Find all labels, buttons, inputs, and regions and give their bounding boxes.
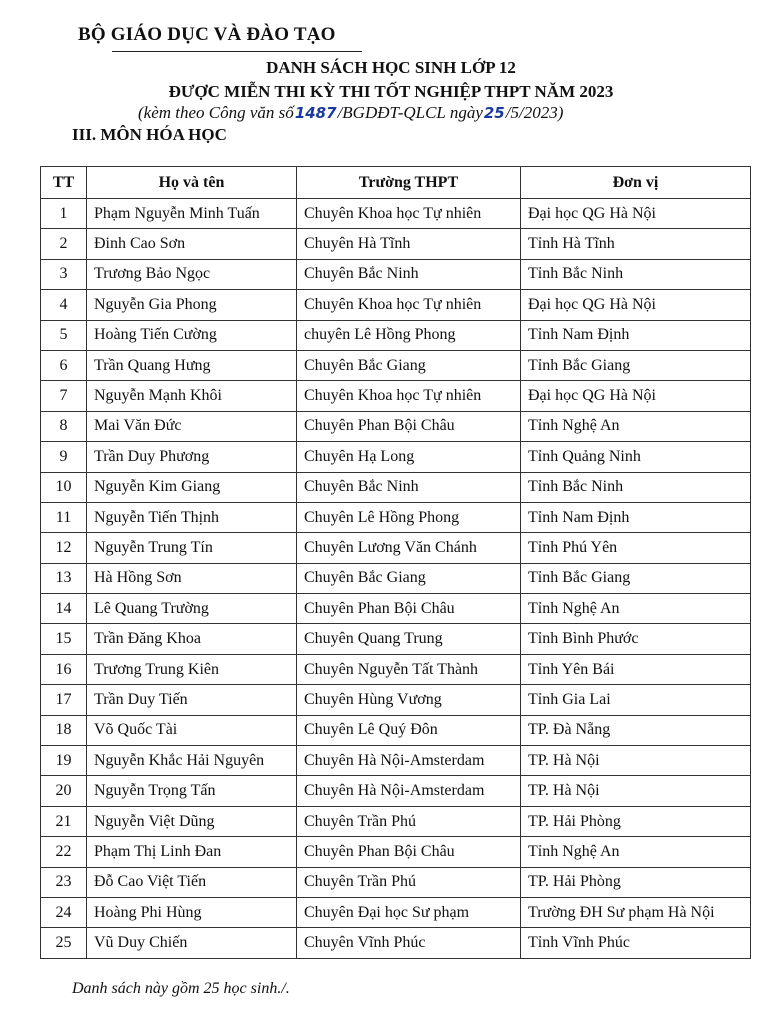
cell-name: Võ Quốc Tài [87, 715, 297, 745]
cell-unit: Tỉnh Bắc Giang [521, 350, 751, 380]
cell-tt: 9 [41, 442, 87, 472]
cell-tt: 15 [41, 624, 87, 654]
cell-unit: Đại học QG Hà Nội [521, 381, 751, 411]
cell-unit: Tỉnh Quảng Ninh [521, 442, 751, 472]
table-row [41, 563, 751, 593]
document-title-line1: DANH SÁCH HỌC SINH LỚP 12 [266, 58, 516, 77]
cell-tt: 13 [41, 563, 87, 593]
cell-unit: Tỉnh Bắc Ninh [521, 472, 751, 502]
cell-name: Trần Duy Tiến [87, 685, 297, 715]
subtitle-middle: /BGDĐT-QLCL ngày [337, 103, 483, 122]
cell-school: Chuyên Quang Trung [297, 624, 521, 654]
cell-unit: Tỉnh Nghệ An [521, 837, 751, 867]
table-row [41, 594, 751, 624]
cell-name: Mai Văn Đức [87, 411, 297, 441]
cell-tt: 1 [41, 199, 87, 229]
table-row [41, 746, 751, 776]
cell-tt: 20 [41, 776, 87, 806]
cell-unit: Tỉnh Gia Lai [521, 685, 751, 715]
cell-tt: 8 [41, 411, 87, 441]
cell-unit: TP. Đà Nẵng [521, 715, 751, 745]
table-row [41, 350, 751, 380]
cell-tt: 11 [41, 502, 87, 532]
cell-unit: Tỉnh Vĩnh Phúc [521, 928, 751, 958]
cell-name: Trương Bảo Ngọc [87, 259, 297, 289]
table-row [41, 502, 751, 532]
cell-tt: 12 [41, 533, 87, 563]
table-row [41, 442, 751, 472]
cell-school: Chuyên Khoa học Tự nhiên [297, 381, 521, 411]
table-row [41, 928, 751, 958]
cell-name: Trần Duy Phương [87, 442, 297, 472]
cell-school: Chuyên Bắc Giang [297, 563, 521, 593]
cell-tt: 2 [41, 229, 87, 259]
table-row [41, 715, 751, 745]
cell-tt: 19 [41, 746, 87, 776]
table-row [41, 897, 751, 927]
cell-school: Chuyên Trần Phú [297, 867, 521, 897]
cell-school: Chuyên Phan Bội Châu [297, 837, 521, 867]
cell-school: Chuyên Hà Nội-Amsterdam [297, 746, 521, 776]
cell-tt: 17 [41, 685, 87, 715]
cell-name: Hoàng Phi Hùng [87, 897, 297, 927]
cell-name: Trương Trung Kiên [87, 654, 297, 684]
ministry-underline [112, 51, 362, 52]
table-row [41, 685, 751, 715]
cell-unit: Tỉnh Nghệ An [521, 411, 751, 441]
section-heading: III. MÔN HÓA HỌC [72, 125, 227, 144]
cell-school: Chuyên Đại học Sư phạm [297, 897, 521, 927]
cell-tt: 4 [41, 290, 87, 320]
cell-tt: 22 [41, 837, 87, 867]
cell-school: Chuyên Khoa học Tự nhiên [297, 199, 521, 229]
cell-tt: 24 [41, 897, 87, 927]
cell-school: Chuyên Lê Hồng Phong [297, 502, 521, 532]
cell-unit: Tỉnh Nghệ An [521, 594, 751, 624]
column-header-school: Trường THPT [297, 167, 521, 199]
cell-unit: Tỉnh Bình Phước [521, 624, 751, 654]
cell-tt: 18 [41, 715, 87, 745]
cell-school: Chuyên Khoa học Tự nhiên [297, 290, 521, 320]
cell-tt: 25 [41, 928, 87, 958]
cell-school: Chuyên Bắc Ninh [297, 472, 521, 502]
cell-name: Nguyễn Mạnh Khôi [87, 381, 297, 411]
handwritten-doc-day: 25 [483, 104, 505, 122]
cell-school: Chuyên Hùng Vương [297, 685, 521, 715]
table-row [41, 381, 751, 411]
cell-name: Nguyễn Gia Phong [87, 290, 297, 320]
document-subtitle [138, 103, 563, 123]
student-table [40, 166, 751, 959]
cell-name: Nguyễn Trọng Tấn [87, 776, 297, 806]
table-body [41, 199, 751, 959]
cell-school: Chuyên Lê Quý Đôn [297, 715, 521, 745]
table-row [41, 624, 751, 654]
cell-name: Lê Quang Trường [87, 594, 297, 624]
cell-name: Đỗ Cao Việt Tiến [87, 867, 297, 897]
cell-unit: TP. Hải Phòng [521, 806, 751, 836]
cell-tt: 6 [41, 350, 87, 380]
cell-unit: Tỉnh Nam Định [521, 320, 751, 350]
cell-name: Hà Hồng Sơn [87, 563, 297, 593]
cell-name: Vũ Duy Chiến [87, 928, 297, 958]
cell-name: Hoàng Tiến Cường [87, 320, 297, 350]
subtitle-suffix: /5/2023) [505, 103, 564, 122]
table-row [41, 533, 751, 563]
cell-school: Chuyên Phan Bội Châu [297, 411, 521, 441]
cell-name: Trần Đăng Khoa [87, 624, 297, 654]
cell-school: Chuyên Nguyễn Tất Thành [297, 654, 521, 684]
cell-tt: 10 [41, 472, 87, 502]
cell-unit: Trường ĐH Sư phạm Hà Nội [521, 897, 751, 927]
cell-tt: 7 [41, 381, 87, 411]
cell-tt: 14 [41, 594, 87, 624]
cell-unit: Tỉnh Nam Định [521, 502, 751, 532]
cell-unit: TP. Hà Nội [521, 776, 751, 806]
cell-unit: Tỉnh Bắc Ninh [521, 259, 751, 289]
table-row [41, 837, 751, 867]
cell-unit: Tỉnh Hà Tĩnh [521, 229, 751, 259]
handwritten-doc-number: 1487 [294, 104, 337, 122]
table-row [41, 229, 751, 259]
cell-name: Nguyễn Kim Giang [87, 472, 297, 502]
column-header-unit: Đơn vị [521, 167, 751, 199]
cell-name: Nguyễn Khắc Hải Nguyên [87, 746, 297, 776]
column-header-name: Họ và tên [87, 167, 297, 199]
cell-school: Chuyên Hà Tĩnh [297, 229, 521, 259]
cell-school: Chuyên Bắc Giang [297, 350, 521, 380]
table-row [41, 411, 751, 441]
cell-unit: Tỉnh Phú Yên [521, 533, 751, 563]
subtitle-prefix: (kèm theo Công văn số [138, 103, 294, 122]
cell-tt: 23 [41, 867, 87, 897]
table-row [41, 654, 751, 684]
cell-tt: 5 [41, 320, 87, 350]
table-row [41, 867, 751, 897]
table-row [41, 259, 751, 289]
cell-name: Nguyễn Trung Tín [87, 533, 297, 563]
cell-unit: Đại học QG Hà Nội [521, 290, 751, 320]
cell-name: Nguyễn Tiến Thịnh [87, 502, 297, 532]
document-title-line2: ĐƯỢC MIỄN THI KỲ THI TỐT NGHIỆP THPT NĂM 2023 [168, 82, 614, 101]
column-header-tt: TT [41, 167, 87, 199]
cell-school: Chuyên Trần Phú [297, 806, 521, 836]
cell-school: Chuyên Bắc Ninh [297, 259, 521, 289]
cell-school: chuyên Lê Hồng Phong [297, 320, 521, 350]
cell-school: Chuyên Vĩnh Phúc [297, 928, 521, 958]
cell-unit: Tỉnh Yên Bái [521, 654, 751, 684]
cell-name: Phạm Nguyễn Minh Tuấn [87, 199, 297, 229]
cell-school: Chuyên Hà Nội-Amsterdam [297, 776, 521, 806]
cell-school: Chuyên Lương Văn Chánh [297, 533, 521, 563]
cell-name: Nguyễn Việt Dũng [87, 806, 297, 836]
footer-note: Danh sách này gồm 25 học sinh./. [72, 980, 290, 997]
cell-tt: 21 [41, 806, 87, 836]
table-row [41, 199, 751, 229]
table-row [41, 290, 751, 320]
ministry-name: BỘ GIÁO DỤC VÀ ĐÀO TẠO [78, 24, 336, 45]
table-row [41, 776, 751, 806]
cell-name: Đinh Cao Sơn [87, 229, 297, 259]
table-header-row [41, 167, 751, 199]
cell-school: Chuyên Phan Bội Châu [297, 594, 521, 624]
cell-unit: TP. Hải Phòng [521, 867, 751, 897]
table-row [41, 320, 751, 350]
cell-name: Trần Quang Hưng [87, 350, 297, 380]
cell-school: Chuyên Hạ Long [297, 442, 521, 472]
cell-tt: 3 [41, 259, 87, 289]
cell-name: Phạm Thị Linh Đan [87, 837, 297, 867]
cell-unit: Tỉnh Bắc Giang [521, 563, 751, 593]
cell-unit: TP. Hà Nội [521, 746, 751, 776]
cell-tt: 16 [41, 654, 87, 684]
cell-unit: Đại học QG Hà Nội [521, 199, 751, 229]
table-row [41, 472, 751, 502]
table-row [41, 806, 751, 836]
